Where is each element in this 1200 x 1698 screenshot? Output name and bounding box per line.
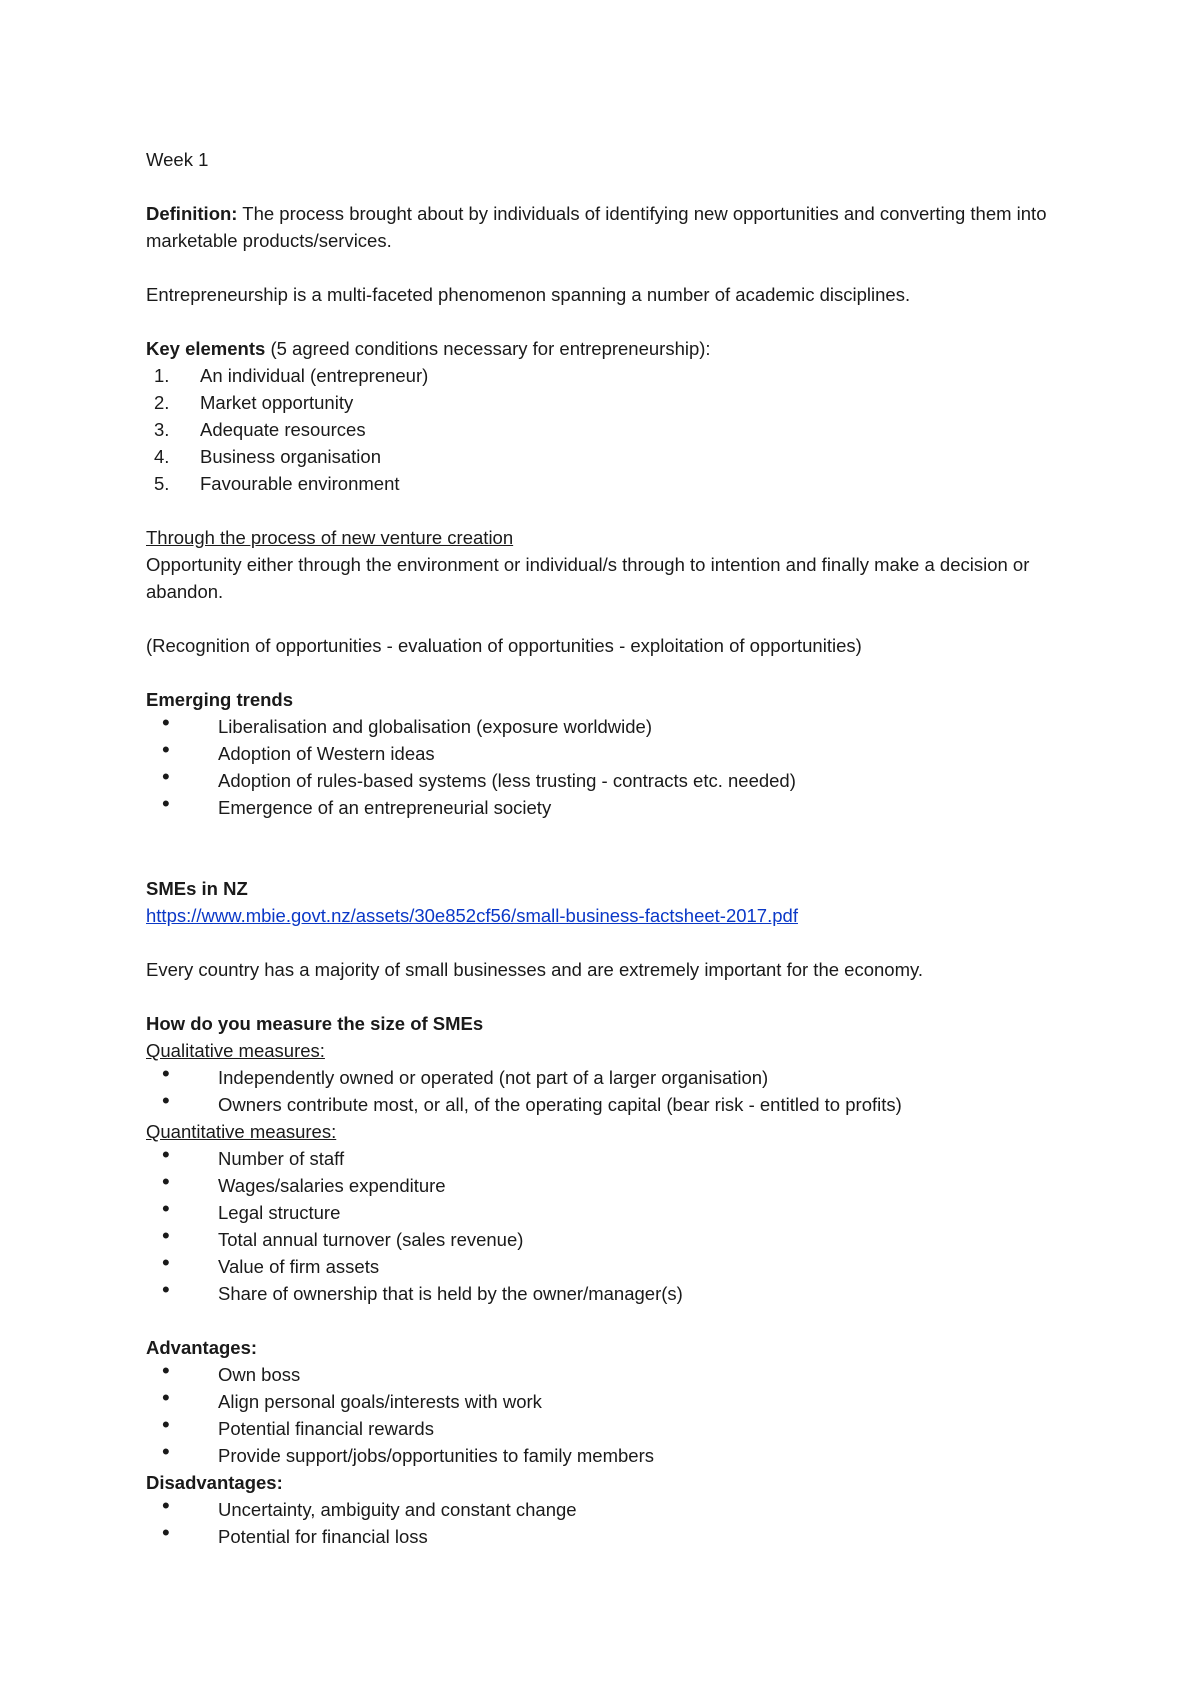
definition-text: The process brought about by individuals of identifying new opportunities and converting them into marketable products/services.: [146, 203, 1047, 251]
list-item-text: Adoption of rules-based systems (less trusting - contracts etc. needed): [218, 770, 796, 791]
qualitative-label: Qualitative measures:: [146, 1040, 325, 1061]
recognition-paragraph: (Recognition of opportunities - evaluation of opportunities - exploitation of opportunities): [146, 635, 862, 656]
advantages-heading-text: Advantages:: [146, 1337, 258, 1358]
list-item-text: Provide support/jobs/opportunities to family members: [218, 1445, 654, 1466]
list-number: 1.: [154, 365, 170, 386]
bullet-icon: •: [162, 737, 170, 762]
quantitative-list: [146, 1142, 1106, 1307]
measure-heading-text: How do you measure the size of SMEs: [146, 1013, 484, 1034]
list-number: 4.: [154, 446, 170, 467]
factsheet-link[interactable]: https://www.mbie.govt.nz/assets/30e852cf56/small-business-factsheet-2017.pdf: [146, 905, 798, 926]
list-item: [146, 710, 1106, 740]
week-heading: Week 1: [146, 149, 209, 170]
bullet-icon: •: [162, 1358, 170, 1383]
list-item-text: Total annual turnover (sales revenue): [218, 1229, 524, 1250]
smes-heading-text: SMEs in NZ: [146, 878, 248, 899]
list-item: [146, 764, 1106, 794]
trends-heading-text: Emerging trends: [146, 689, 293, 710]
quantitative-label: Quantitative measures:: [146, 1121, 337, 1142]
bullet-icon: •: [162, 1169, 170, 1194]
list-item: [146, 1493, 1106, 1523]
list-item-text: Business organisation: [200, 446, 381, 467]
key-elements-list: [146, 362, 1106, 497]
smes-link-line: [146, 902, 1106, 929]
list-item-text: Adequate resources: [200, 419, 366, 440]
list-number: 2.: [154, 392, 170, 413]
definition-paragraph: [146, 200, 1106, 254]
process-text: Opportunity either through the environment or individual/s through to intention and finally make a decision or abandon.: [146, 554, 1030, 602]
bullet-icon: •: [162, 1493, 170, 1518]
list-item: [146, 1250, 1106, 1280]
bullet-icon: •: [162, 1223, 170, 1248]
definition-label: Definition:: [146, 203, 238, 224]
bullet-icon: •: [162, 791, 170, 816]
list-item-text: Market opportunity: [200, 392, 354, 413]
bullet-icon: •: [162, 1250, 170, 1275]
list-item-text: Own boss: [218, 1364, 301, 1385]
list-item-text: Owners contribute most, or all, of the operating capital (bear risk - entitled to profits): [218, 1094, 902, 1115]
process-heading: Through the process of new venture creation: [146, 527, 514, 548]
list-item-text: Independently owned or operated (not part of a larger organisation): [218, 1067, 769, 1088]
list-number: 5.: [154, 473, 170, 494]
bullet-icon: •: [162, 764, 170, 789]
smes-heading: [146, 875, 1106, 902]
multi-faceted-paragraph: Entrepreneurship is a multi-faceted phenomenon spanning a number of academic disciplines.: [146, 284, 911, 305]
list-item-text: Favourable environment: [200, 473, 400, 494]
key-elements-label: Key elements: [146, 338, 266, 359]
list-item: [146, 389, 1106, 416]
bullet-icon: •: [162, 1196, 170, 1221]
disadvantages-heading-text: Disadvantages:: [146, 1472, 283, 1493]
list-item: [146, 1277, 1106, 1307]
list-item-text: Legal structure: [218, 1202, 341, 1223]
trends-heading: [146, 686, 1106, 713]
list-item: [146, 1142, 1106, 1172]
list-item: [146, 1385, 1106, 1415]
list-item: [146, 1223, 1106, 1253]
bullet-icon: •: [162, 1142, 170, 1167]
list-item: [146, 1439, 1106, 1469]
list-item-text: Potential for financial loss: [218, 1526, 428, 1547]
bullet-icon: •: [162, 1088, 170, 1113]
list-item: [146, 1196, 1106, 1226]
list-item: [146, 443, 1106, 470]
list-item-text: Share of ownership that is held by the owner/manager(s): [218, 1283, 683, 1304]
advantages-heading: [146, 1334, 1106, 1361]
key-elements-note: (5 agreed conditions necessary for entrepreneurship):: [270, 338, 711, 359]
list-item-text: Emergence of an entrepreneurial society: [218, 797, 552, 818]
trends-list: [146, 710, 1106, 821]
key-elements-heading: [146, 335, 1106, 362]
list-item-text: Uncertainty, ambiguity and constant change: [218, 1499, 577, 1520]
list-item-text: Number of staff: [218, 1148, 345, 1169]
list-item-text: Liberalisation and globalisation (exposure worldwide): [218, 716, 652, 737]
bullet-icon: •: [162, 1439, 170, 1464]
list-item: [146, 737, 1106, 767]
bullet-icon: •: [162, 1385, 170, 1410]
document-page: [146, 146, 1106, 1550]
bullet-icon: •: [162, 710, 170, 735]
list-item: [146, 470, 1106, 497]
measure-heading: [146, 1010, 1106, 1037]
disadvantages-list: [146, 1493, 1106, 1550]
disadvantages-heading: [146, 1469, 1106, 1496]
list-item-text: An individual (entrepreneur): [200, 365, 429, 386]
smes-text: Every country has a majority of small businesses and are extremely important for the economy.: [146, 959, 923, 980]
list-item: [146, 1358, 1106, 1388]
list-number: 3.: [154, 419, 170, 440]
bullet-icon: •: [162, 1061, 170, 1086]
list-item: [146, 362, 1106, 389]
list-item-text: Align personal goals/interests with work: [218, 1391, 542, 1412]
qualitative-list: [146, 1061, 1106, 1118]
list-item: [146, 1169, 1106, 1199]
list-item: [146, 1520, 1106, 1550]
list-item-text: Adoption of Western ideas: [218, 743, 435, 764]
bullet-icon: •: [162, 1520, 170, 1545]
bullet-icon: •: [162, 1277, 170, 1302]
list-item-text: Wages/salaries expenditure: [218, 1175, 446, 1196]
bullet-icon: •: [162, 1412, 170, 1437]
list-item-text: Value of firm assets: [218, 1256, 380, 1277]
list-item: [146, 1061, 1106, 1091]
list-item: [146, 791, 1106, 821]
list-item: [146, 416, 1106, 443]
list-item-text: Potential financial rewards: [218, 1418, 434, 1439]
advantages-list: [146, 1358, 1106, 1469]
list-item: [146, 1412, 1106, 1442]
list-item: [146, 1088, 1106, 1118]
